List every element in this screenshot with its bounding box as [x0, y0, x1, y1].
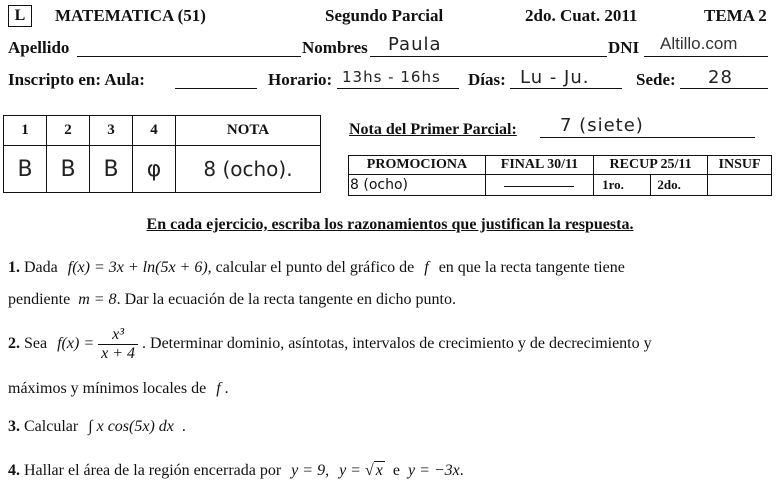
exam-title: Segundo Parcial [325, 6, 444, 25]
exercise-2-line-1 [8, 326, 652, 363]
grade-mark-3: B [90, 146, 133, 193]
grade-nota-value: 8 (ocho). [176, 146, 321, 193]
exercise-1-slope: m = 8 [78, 291, 117, 308]
dni-line[interactable] [644, 56, 768, 57]
sede-label: Sede: [636, 70, 676, 89]
status-header-final: FINAL 30/11 [485, 156, 593, 175]
recup-2do: 2do. [651, 175, 708, 196]
exercise-4-sqrt: √ x [364, 462, 383, 479]
dias-line[interactable] [510, 88, 622, 89]
promociona-value: 8 (ocho) [349, 175, 486, 196]
exercise-2-line-2 [8, 380, 229, 398]
dias-value: Lu - Ju. [520, 67, 590, 88]
term-label: 2do. Cuat. 2011 [525, 6, 638, 25]
status-table [348, 155, 772, 196]
exercise-4-number: 4. [8, 462, 20, 479]
exercise-2-text-d: . [224, 380, 229, 397]
grade-header-3: 3 [90, 116, 133, 146]
exercise-1-function: f(x) = 3x + ln(5x + 6) [67, 259, 208, 276]
exercise-4-conj: e [392, 462, 400, 479]
horario-value: 13hs - 16hs [342, 68, 441, 86]
nombres-label: Nombres [302, 38, 368, 57]
exercise-1-text-c: en que la recta tangente tiene [438, 259, 625, 276]
exercise-3-text-b: . [181, 418, 186, 435]
exercise-4-curve-1: y = 9 [291, 462, 326, 479]
exercise-1-text-b: , calcular el punto del gráfico de [207, 259, 415, 276]
exercise-1-line-2 [8, 291, 456, 309]
exercise-1-f: f [424, 259, 429, 276]
exercise-1-line-1 [8, 259, 625, 277]
exercise-1-text-d: pendiente [8, 291, 71, 308]
recup-1ro: 1ro. [594, 175, 651, 196]
exercise-2-numerator: x³ [98, 326, 138, 345]
grade-header-nota: NOTA [176, 116, 321, 146]
tema-letter-box [8, 5, 32, 27]
exercise-4-sep: , [325, 462, 330, 479]
exercise-3-number: 3. [8, 418, 20, 435]
exercise-1-text-e: . Dar la ecuación de la recta tangente en dicho punto. [116, 291, 456, 308]
first-partial-label: Nota del Primer Parcial: [349, 121, 517, 138]
final-dash [504, 186, 574, 187]
exercise-1-number: 1. [8, 259, 20, 276]
exercise-2-text-c: máximos y mínimos locales de [8, 380, 207, 397]
nombres-value: Paula [388, 34, 442, 55]
insuf-cell [708, 175, 772, 196]
exercise-2-text-a: Sea [24, 335, 48, 353]
horario-line[interactable] [337, 88, 459, 89]
exercise-2-denominator: x + 4 [101, 345, 136, 362]
nombres-line[interactable] [370, 56, 607, 57]
tema-label: TEMA 2 [704, 6, 767, 25]
grade-mark-4: φ [133, 146, 176, 193]
exercise-4-text-a: Hallar el área de la región encerrada por [24, 462, 282, 479]
exercise-3-text-a: Calcular [24, 418, 79, 435]
instructions: En cada ejercicio, escriba los razonamientos que justifican la respuesta. [146, 216, 634, 233]
grade-mark-2: B [47, 146, 90, 193]
grades-table [3, 115, 321, 193]
exercise-3-integral: ∫ x cos(5x) dx [88, 418, 174, 435]
sede-line[interactable] [680, 88, 768, 89]
exercise-4-end: . [459, 462, 464, 479]
exercise-2-lhs: f(x) = [57, 335, 95, 353]
exercise-2-fraction [98, 326, 138, 363]
exercise-2-f: f [216, 380, 221, 397]
grade-mark-1: B [4, 146, 47, 193]
horario-label: Horario: [268, 70, 333, 89]
status-header-recup: RECUP 25/11 [594, 156, 708, 175]
dias-label: Días: [468, 70, 506, 89]
status-header-insuf: INSUF [708, 156, 772, 175]
dni-label: DNI [608, 38, 640, 57]
first-partial-line [540, 137, 755, 138]
sede-value: 28 [708, 67, 733, 88]
final-cell [485, 175, 593, 196]
course-title: MATEMATICA (51) [55, 6, 206, 25]
apellido-line[interactable] [77, 56, 301, 57]
aula-line[interactable] [175, 88, 257, 89]
grade-header-1: 1 [4, 116, 47, 146]
exercise-4 [8, 462, 464, 480]
grade-header-4: 4 [133, 116, 176, 146]
apellido-label: Apellido [8, 38, 70, 57]
grade-header-2: 2 [47, 116, 90, 146]
exercise-3 [8, 418, 186, 436]
dni-value: Altillo.com [660, 34, 738, 53]
exercise-4-sqrt-arg: x [375, 462, 383, 479]
exercise-2-text-b: . Determinar dominio, asíntotas, intervalos de crecimiento y de decrecimiento y [142, 335, 652, 353]
exercise-2-number: 2. [8, 335, 20, 353]
exercise-1-text-a: Dada [24, 259, 58, 276]
exercise-4-curve-3: y = −3x [407, 462, 460, 479]
exercise-4-curve-2-lhs: y = [339, 462, 361, 479]
first-partial-value: 7 (siete) [560, 115, 644, 136]
tema-letter: L [14, 7, 26, 24]
inscripto-label: Inscripto en: Aula: [8, 70, 145, 89]
status-header-promociona: PROMOCIONA [349, 156, 486, 175]
